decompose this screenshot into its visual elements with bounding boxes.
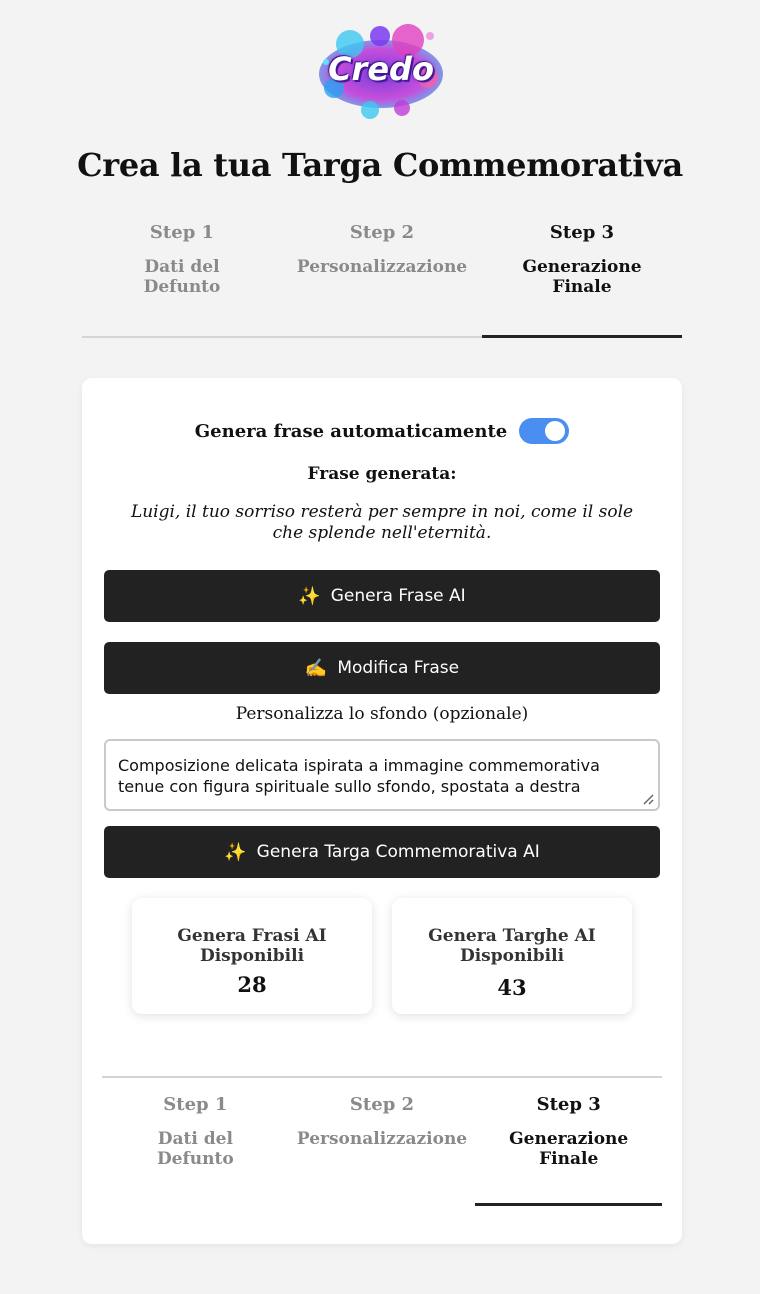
toggle-knob [545, 421, 565, 441]
sparkles-icon: ✨ [224, 841, 247, 863]
step-number: Step 2 [349, 222, 415, 243]
background-textarea[interactable] [104, 739, 660, 811]
logo-text: Credo [328, 50, 434, 88]
step-number: Step 1 [163, 1094, 228, 1115]
stat-value: 43 [497, 975, 527, 1000]
phrase-credits-card [132, 898, 372, 1014]
resize-handle-icon[interactable] [642, 793, 654, 805]
credo-logo [310, 18, 452, 126]
step-number: Step 1 [149, 222, 215, 243]
edit-phrase-button[interactable] [104, 642, 660, 694]
writing-hand-icon: ✍️ [304, 657, 328, 679]
step-label: Personalizzazione [296, 1129, 468, 1149]
step-label: Dati del Defunto [156, 1129, 234, 1169]
button-label: Genera Targa Commemorativa AI [256, 842, 540, 862]
step-label: Generazione Finale [509, 1129, 629, 1169]
step-1[interactable] [102, 1078, 289, 1206]
step-label: Personalizzazione [296, 257, 468, 277]
stat-label: Genera Frasi AI Disponibili [177, 926, 327, 966]
step-number: Step 3 [549, 222, 615, 243]
step-label: Generazione Finale [522, 257, 642, 297]
step-3[interactable] [482, 222, 682, 336]
button-label: Genera Frase AI [330, 586, 466, 606]
step-1[interactable] [82, 222, 282, 336]
toggle-label: Genera frase automaticamente [194, 420, 508, 442]
stepper-top [82, 222, 682, 338]
stepper-bottom [102, 1076, 662, 1206]
step-2[interactable] [289, 1078, 476, 1206]
generate-phrase-button[interactable] [104, 570, 660, 622]
auto-phrase-toggle[interactable] [519, 418, 569, 444]
sparkles-icon: ✨ [298, 585, 321, 607]
generated-phrase-text: Luigi, il tuo sorriso resterà per sempre in noi, come il sole che splende nell'eternità. [130, 502, 634, 543]
auto-phrase-toggle-row [82, 418, 682, 444]
plaque-credits-card [392, 898, 632, 1014]
generated-phrase-heading: Frase generata: [307, 464, 457, 484]
step-3[interactable] [475, 1078, 662, 1206]
step-number: Step 2 [349, 1094, 415, 1115]
step-2[interactable] [282, 222, 482, 336]
background-label: Personalizza lo sfondo (opzionale) [235, 704, 529, 724]
generate-plaque-button[interactable] [104, 826, 660, 878]
stat-value: 28 [237, 972, 267, 997]
textarea-value: Composizione delicata ispirata a immagine commemorativa tenue con figura spirituale sullo sfondo, spostata a destra [118, 756, 600, 796]
step-label: Dati del Defunto [143, 257, 221, 297]
step-number: Step 3 [536, 1094, 601, 1115]
button-label: Modifica Frase [337, 658, 460, 678]
stat-label: Genera Targhe AI Disponibili [428, 926, 596, 966]
page-title: Crea la tua Targa Commemorativa [77, 146, 683, 184]
